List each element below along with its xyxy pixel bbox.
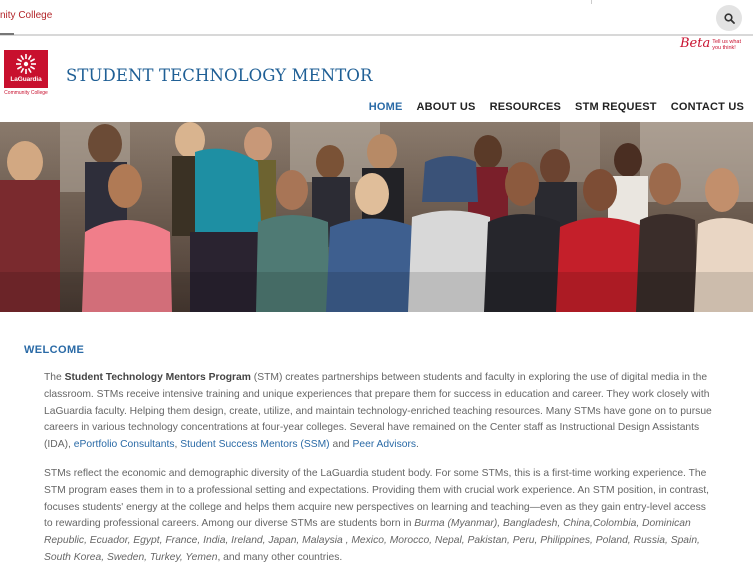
site-header [0, 36, 753, 122]
nav-resources[interactable]: RESOURCES [489, 101, 562, 113]
beta-label: Beta [680, 36, 711, 51]
nav-stm-request[interactable]: STM REQUEST [575, 101, 657, 113]
eportfolio-consultants-link[interactable]: ePortfolio Consultants [73, 439, 175, 451]
group-photo-illustration [0, 122, 753, 312]
hero-group-photo [0, 122, 753, 312]
divider [591, 0, 592, 4]
sunburst-icon [15, 53, 37, 75]
main-nav [369, 101, 744, 113]
beta-tell-line2: you think! [712, 45, 736, 51]
college-link[interactable]: nity College [0, 10, 53, 21]
nav-contact-us[interactable]: CONTACT US [670, 101, 744, 113]
logo-name: LaGuardia [10, 76, 42, 83]
nav-home[interactable]: HOME [368, 101, 403, 113]
search-button[interactable] [716, 5, 742, 31]
top-utility-bar [0, 0, 753, 36]
laguardia-logo[interactable] [4, 50, 48, 102]
nav-about-us[interactable]: ABOUT US [416, 101, 476, 113]
beta-feedback-link[interactable] [680, 37, 741, 51]
main-content [0, 312, 753, 588]
site-title[interactable]: STUDENT TECHNOLOGY MENTOR [66, 66, 373, 85]
diversity-paragraph: STMs reflect the economic and demographic diversity of the LaGuardia student body. For some STMs, this is a first-time working experience. The STM program eases them in to a professional setting and expectations. Providing them with crucial work experience. An STM position, in contrast, focuses students' energy at the college and helps them acquire new perspectives on learning and teaching—even as they gain entry-level access to rewarding professional careers. Among our diverse STMs are students born in Burma (Myanmar), Bangladesh, China,Colombia, Dominican Republic, Ecuador, Egypt, France, India, Ireland, Japan, Malaysia , Mexico, Morocco, Nepal, Pakistan, Peru, Philippines, Poland, Russia, Spain, South Korea, Sweden, Turkey, Yemen, and many other countries. [44, 468, 710, 563]
logo-subtitle: Community College [4, 90, 48, 96]
student-success-mentors-link[interactable]: Student Success Mentors (SSM) [180, 439, 330, 451]
active-tab-indicator [0, 33, 14, 35]
search-icon [724, 13, 735, 24]
countries-list: Burma (Myanmar), Bangladesh, China,Colombia, Dominican Republic, Ecuador, Egypt, France, India, Ireland, Japan, Malaysia , Mexico, Morocco, Nepal, Pakistan, Peru, Philippines, Poland, Russia, Spain, South Korea, Sweden, Turkey, Yemen [44, 518, 700, 563]
peer-advisors-link[interactable]: Peer Advisors [352, 439, 417, 451]
welcome-heading: WELCOME [24, 344, 85, 356]
beta-tell-line1: Tell us what [712, 39, 741, 45]
intro-paragraph: The Student Technology Mentors Program (STM) creates partnerships between students and faculty in exploring the use of digital media in the classroom. STMs receive intensive training and unique experiences that prepare them for success in education and career. They work closely with LaGuardia faculty. Helping them design, create, utilize, and maintain technology-enriched teaching resources. Many STMs have gone on to pursue careers in various technology concentrations at four-year colleges. Several have remained on the Center staff as Instructional Design Assistants (IDA), ePortfolio Consultants, Student Success Mentors (SSM) and Peer Advisors. [44, 372, 712, 451]
logo-mark [4, 50, 48, 88]
program-name: Student Technology Mentors Program [64, 372, 251, 383]
